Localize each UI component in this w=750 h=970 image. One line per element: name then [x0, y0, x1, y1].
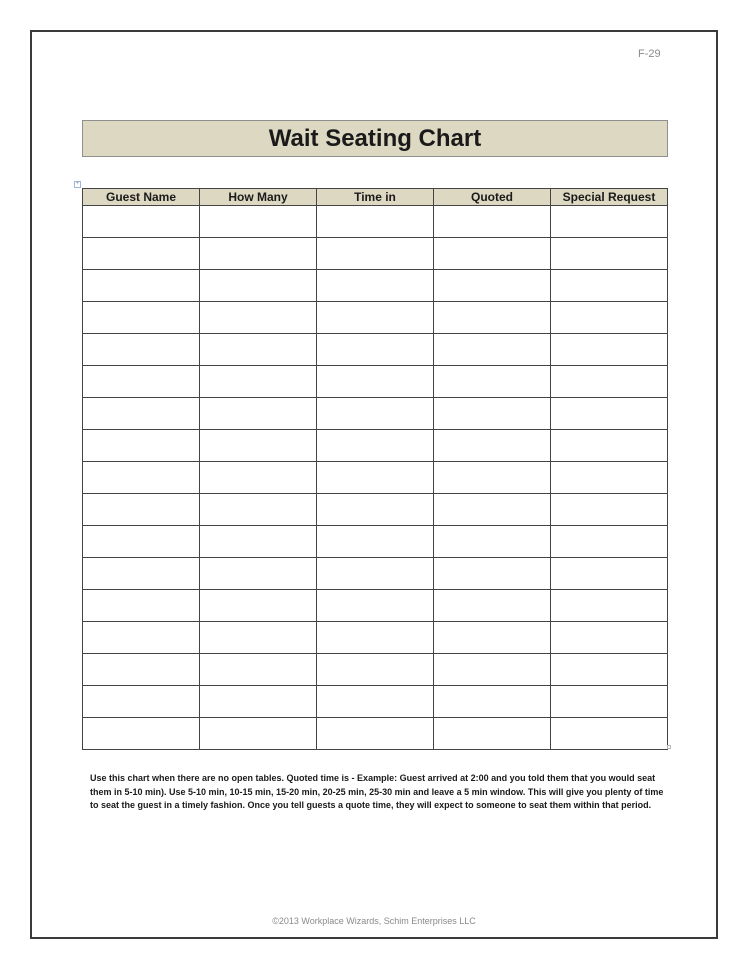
table-cell[interactable] — [200, 654, 317, 686]
table-cell[interactable] — [317, 334, 434, 366]
table-cell[interactable] — [83, 270, 200, 302]
table-row — [83, 334, 668, 366]
table-cell[interactable] — [83, 494, 200, 526]
table-row — [83, 430, 668, 462]
table-cell[interactable] — [200, 526, 317, 558]
table-row — [83, 462, 668, 494]
table-cell[interactable] — [551, 654, 668, 686]
table-cell[interactable] — [434, 718, 551, 750]
table-cell[interactable] — [83, 590, 200, 622]
table-cell[interactable] — [200, 366, 317, 398]
page-title: Wait Seating Chart — [82, 120, 668, 157]
copyright-footer: ©2013 Workplace Wizards, Schim Enterprises LLC — [272, 916, 476, 926]
table-cell[interactable] — [317, 366, 434, 398]
table-cell[interactable] — [551, 334, 668, 366]
table-row — [83, 558, 668, 590]
table-cell[interactable] — [200, 590, 317, 622]
table-cell[interactable] — [200, 622, 317, 654]
table-cell[interactable] — [200, 558, 317, 590]
table-cell[interactable] — [200, 718, 317, 750]
table-cell[interactable] — [551, 558, 668, 590]
table-row — [83, 526, 668, 558]
table-cell[interactable] — [83, 718, 200, 750]
table-cell[interactable] — [317, 622, 434, 654]
table-row — [83, 590, 668, 622]
table-row — [83, 718, 668, 750]
table-move-handle-icon[interactable]: + — [75, 181, 80, 187]
table-cell[interactable] — [434, 686, 551, 718]
table-cell[interactable] — [551, 366, 668, 398]
table-row — [83, 398, 668, 430]
instructions-text: Use this chart when there are no open tables. Quoted time is - Example: Guest arrived at 2:00 and you told them that you would seat them in 5-10 min). Use 5-10 min, 10-15 min, 15-20 min, 20-25 min, 25-30 min and leave a 5 min window. This will give you plenty of time to seat the guest in a timely fashion. Once you tell guests a quote time, they will expect to someone to seat them within that period. — [90, 773, 664, 810]
table-cell[interactable] — [200, 462, 317, 494]
table-cell[interactable] — [317, 558, 434, 590]
table-cell[interactable] — [317, 302, 434, 334]
table-cell[interactable] — [200, 270, 317, 302]
table-cell[interactable] — [317, 206, 434, 238]
table-cell[interactable] — [200, 686, 317, 718]
table-cell[interactable] — [434, 238, 551, 270]
table-cell[interactable] — [434, 430, 551, 462]
table-cell[interactable] — [434, 622, 551, 654]
table-header-row — [83, 189, 668, 206]
table-row — [83, 622, 668, 654]
table-resize-handle[interactable] — [667, 745, 671, 749]
table-cell[interactable] — [551, 718, 668, 750]
table-row — [83, 654, 668, 686]
table-cell[interactable] — [83, 302, 200, 334]
table-cell[interactable] — [551, 430, 668, 462]
table-cell[interactable] — [551, 398, 668, 430]
table-cell[interactable] — [200, 494, 317, 526]
table-cell[interactable] — [83, 654, 200, 686]
table-cell[interactable] — [200, 206, 317, 238]
table-cell[interactable] — [551, 238, 668, 270]
table-cell[interactable] — [83, 686, 200, 718]
table-cell[interactable] — [317, 398, 434, 430]
table-cell[interactable] — [317, 494, 434, 526]
table-cell[interactable] — [200, 238, 317, 270]
table-cell[interactable] — [317, 590, 434, 622]
table-cell[interactable] — [551, 526, 668, 558]
table-cell[interactable] — [434, 270, 551, 302]
column-header-time-in: Time in — [317, 189, 434, 206]
table-cell[interactable] — [83, 366, 200, 398]
table-cell[interactable] — [83, 206, 200, 238]
column-header-guest-name: Guest Name — [83, 189, 200, 206]
table-cell[interactable] — [434, 558, 551, 590]
table-row — [83, 494, 668, 526]
table-cell[interactable] — [317, 270, 434, 302]
column-header-quoted: Quoted — [434, 189, 551, 206]
table-cell[interactable] — [434, 494, 551, 526]
table-cell[interactable] — [83, 558, 200, 590]
table-cell[interactable] — [83, 238, 200, 270]
table-cell[interactable] — [317, 462, 434, 494]
table-cell[interactable] — [434, 302, 551, 334]
table-cell[interactable] — [317, 238, 434, 270]
table-row — [83, 302, 668, 334]
table-cell[interactable] — [434, 398, 551, 430]
table-cell[interactable] — [83, 398, 200, 430]
table-row — [83, 206, 668, 238]
table-cell[interactable] — [434, 366, 551, 398]
table-cell[interactable] — [434, 654, 551, 686]
table-row — [83, 686, 668, 718]
table-cell[interactable] — [551, 590, 668, 622]
table-cell[interactable] — [83, 334, 200, 366]
table-cell[interactable] — [83, 430, 200, 462]
document-page — [30, 30, 718, 939]
table-cell[interactable] — [317, 430, 434, 462]
table-cell[interactable] — [317, 526, 434, 558]
table-cell[interactable] — [317, 718, 434, 750]
table-cell[interactable] — [434, 206, 551, 238]
table-row — [83, 270, 668, 302]
table-cell[interactable] — [551, 622, 668, 654]
table-cell[interactable] — [83, 526, 200, 558]
table-body — [83, 206, 668, 750]
table-cell[interactable] — [83, 622, 200, 654]
table-cell[interactable] — [200, 430, 317, 462]
table-cell[interactable] — [551, 494, 668, 526]
table-cell[interactable] — [551, 302, 668, 334]
table-cell[interactable] — [434, 334, 551, 366]
table-cell[interactable] — [434, 590, 551, 622]
table-cell[interactable] — [200, 334, 317, 366]
table-cell[interactable] — [83, 462, 200, 494]
table-row — [83, 238, 668, 270]
table-cell[interactable] — [551, 206, 668, 238]
table-cell[interactable] — [317, 686, 434, 718]
wait-seating-table — [82, 188, 668, 750]
table-cell[interactable] — [434, 526, 551, 558]
table-cell[interactable] — [200, 398, 317, 430]
table-cell[interactable] — [200, 302, 317, 334]
column-header-how-many: How Many — [200, 189, 317, 206]
table-cell[interactable] — [434, 462, 551, 494]
table-cell[interactable] — [317, 654, 434, 686]
table-row — [83, 366, 668, 398]
table-cell[interactable] — [551, 686, 668, 718]
form-code: F-29 — [638, 48, 661, 60]
column-header-special-request: Special Request — [551, 189, 668, 206]
table-cell[interactable] — [551, 462, 668, 494]
table-cell[interactable] — [551, 270, 668, 302]
